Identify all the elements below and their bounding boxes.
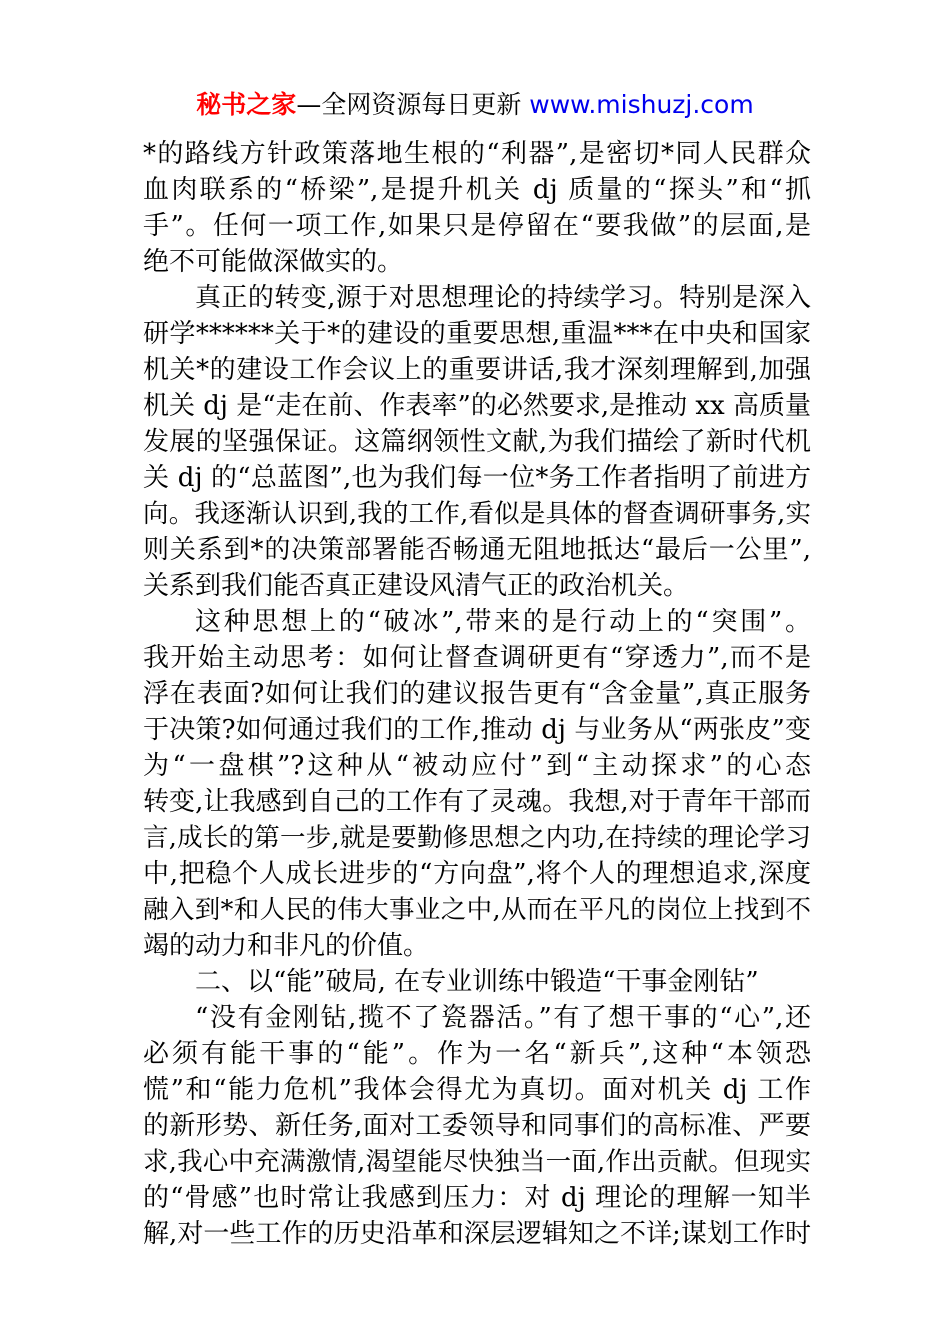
text-line: 转变,让我感到自己的工作有了灵魂。我想,对于青年干部而 [143, 787, 811, 817]
text-line: 机关*的建设工作会议上的重要讲话,我才深刻理解到,加强 [143, 355, 811, 385]
site-header [0, 88, 950, 122]
text-line: *的路线方针政策落地生根的“利器”,是密切*同人民群众 [143, 139, 811, 169]
text-line: 关系到我们能否真正建设风清气正的政治机关。 [143, 571, 690, 601]
text-line: 研学******关于*的建设的重要思想,重温***在中央和国家 [143, 319, 811, 349]
text-line: 的“骨感”也时常让我感到压力：对 dj 理论的理解一知半 [143, 1183, 811, 1213]
text-line: 血肉联系的“桥梁”,是提升机关 dj 质量的“探头”和“抓 [143, 175, 811, 205]
paragraph-start-line: 真正的转变,源于对思想理论的持续学习。特别是深入 [195, 283, 811, 313]
text-line: 向。我逐渐认识到,我的工作,看似是具体的督查调研事务,实 [143, 499, 811, 529]
text-line: 我开始主动思考：如何让督查调研更有“穿透力”,而不是 [143, 643, 811, 673]
text-line: 关 dj 的“总蓝图”,也为我们每一位*务工作者指明了前进方 [143, 463, 811, 493]
brand-name: 秘书之家 [196, 90, 297, 119]
text-line: 浮在表面?如何让我们的建议报告更有“含金量”,真正服务 [143, 679, 811, 709]
paragraph-start-line: 这种思想上的“破冰”,带来的是行动上的“突围”。 [195, 607, 811, 637]
text-line: 于决策?如何通过我们的工作,推动 dj 与业务从“两张皮”变 [143, 715, 811, 745]
paragraph-start-line: “没有金刚钻,揽不了瓷器活。”有了想干事的“心”,还 [195, 1003, 811, 1033]
document-body [143, 136, 811, 1252]
text-line: 求,我心中充满激情,渴望能尽快独当一面,作出贡献。但现实 [143, 1147, 811, 1177]
text-line: 解,对一些工作的历史沿革和深层逻辑知之不详;谋划工作时 [143, 1219, 811, 1249]
text-line: 则关系到*的决策部署能否畅通无阻地抵达“最后一公里”, [143, 535, 811, 565]
text-line: 必须有能干事的“能”。作为一名“新兵”,这种“本领恐 [143, 1039, 811, 1069]
header-tagline: —全网资源每日更新 [296, 90, 522, 119]
text-line: 融入到*和人民的伟大事业之中,从而在平凡的岗位上找到不 [143, 895, 811, 925]
text-line: 手”。任何一项工作,如果只是停留在“要我做”的层面,是 [143, 211, 811, 241]
text-line: 为“一盘棋”?这种从“被动应付”到“主动探求”的心态 [143, 751, 811, 781]
section-heading: 二、以“能”破局, 在专业训练中锻造“干事金刚钻” [195, 967, 759, 997]
text-line: 中,把稳个人成长进步的“方向盘”,将个人的理想追求,深度 [143, 859, 811, 889]
text-line: 竭的动力和非凡的价值。 [143, 931, 430, 961]
text-line: 发展的坚强保证。这篇纲领性文献,为我们描绘了新时代机 [143, 427, 811, 457]
text-line: 绝不可能做深做实的。 [143, 247, 404, 277]
text-line: 机关 dj 是“走在前、作表率”的必然要求,是推动 xx 高质量 [143, 391, 811, 421]
text-line: 言,成长的第一步,就是要勤修思想之内功,在持续的理论学习 [143, 823, 811, 853]
site-url-link[interactable]: www.mishuzj.com [529, 90, 754, 119]
text-line: 慌”和“能力危机”我体会得尤为真切。面对机关 dj 工作 [143, 1075, 811, 1105]
text-line: 的新形势、新任务,面对工委领导和同事们的高标准、严要 [143, 1111, 811, 1141]
